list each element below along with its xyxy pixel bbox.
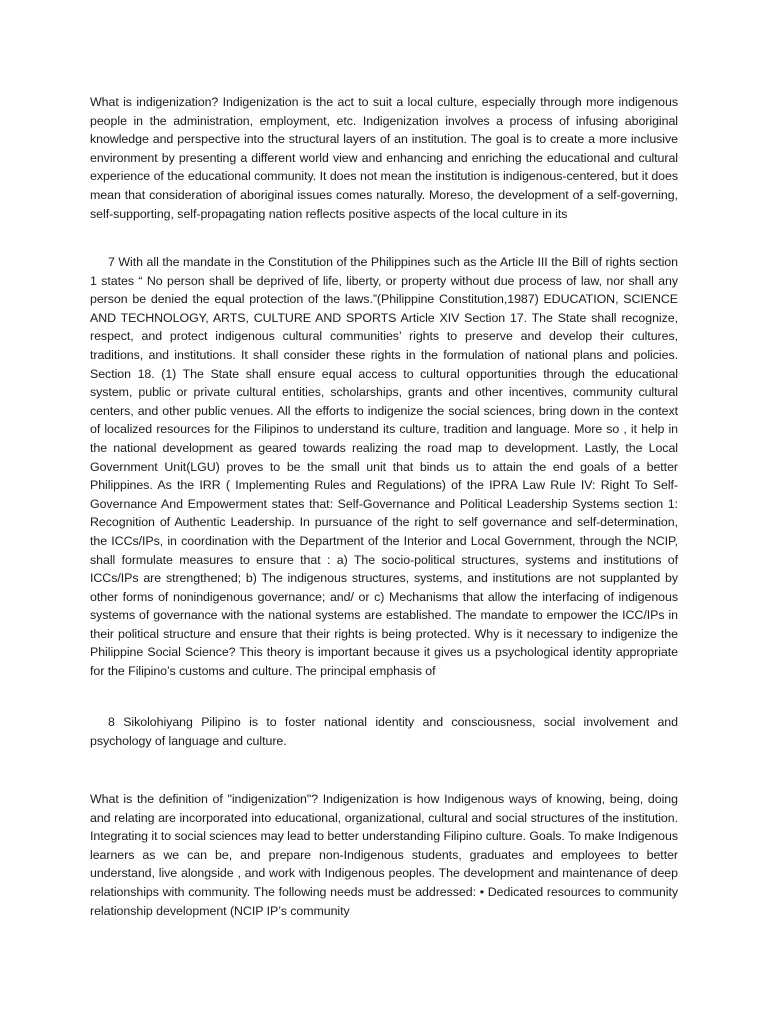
paragraph-indigenization-definition: What is the definition of "indigenization"? Indigenization is how Indigenous ways of knowing, being, doing and relating are incorporated into educational, organizational, cultural and social structures of the institution. Integrating it to social sciences may lead to better understanding Filipino culture. Goals. To make Indigenous learners as we can be, and prepare non-Indigenous students, graduates and employees to better understand, live alongside , and work with Indigenous peoples. The development and maintenance of deep relationships with community. The following needs must be addressed: • Dedicated resources to community relationship development (NCIP IP’s community bbox=[90, 792, 678, 918]
paragraph-indigenization-intro: What is indigenization? Indigenization is the act to suit a local culture, especially through more indigenous people in the administration, employment, etc. Indigenization involves a process of infusing aboriginal knowledge and perspective into the structural layers of an institution. The goal is to create a more inclusive environment by presenting a different world view and enhancing and enriching the educational and cultural experience of the educational community. It does not mean the institution is indigenous-centered, but it does mean that consideration of aboriginal issues comes naturally. Moreso, the development of a self-governing, self-supporting, self-propagating nation reflects positive aspects of the local culture in its bbox=[90, 95, 678, 221]
paragraph-sikolohiyang-pilipino: 8 Sikolohiyang Pilipino is to foster national identity and consciousness, social involvement and psychology of language and culture. bbox=[90, 715, 678, 748]
paragraph-constitution-mandate: 7 With all the mandate in the Constitution of the Philippines such as the Article III the Bill of rights section 1 states “ No person shall be deprived of life, liberty, or property without due process of law, nor shall any person be denied the equal protection of the laws.”(Philippine Constitution,1987) EDUCATION, SCIENCE AND TECHNOLOGY, ARTS, CULTURE AND SPORTS Article XIV Section 17. The State shall recognize, respect, and protect indigenous cultural communities’ rights to preserve and develop their cultures, traditions, and institutions. It shall consider these rights in the formulation of national plans and policies. Section 18. (1) The State shall ensure equal access to cultural opportunities through the educational system, public or private cultural entities, scholarships, grants and other incentives, community cultural centers, and other public venues. All the efforts to indigenize the social sciences, bring down in the context of localized resources for the Filipinos to understand its culture, tradition and language. More so , it help in the national development as geared towards realizing the road map to development. Lastly, the Local Government Unit(LGU) proves to be the small unit that binds us to attain the end goals of a better Philippines. As the IRR ( Implementing Rules and Regulations) of the IPRA Law Rule IV: Right To Self-Governance And Empowerment states that: Self-Governance and Political Leadership Systems section 1: Recognition of Authentic Leadership. In pursuance of the right to self governance and self-determination, the ICCs/IPs, in coordination with the Department of the Interior and Local Government, through the NCIP, shall formulate measures to ensure that : a) The socio-political structures, systems and institutions of ICCs/IPs are strengthened; b) The indigenous structures, systems, and institutions are not supplanted by other forms of nonindigenous governance; and/ or c) Mechanisms that allow the interfacing of indigenous systems of governance with the national systems are established. The mandate to empower the ICC/IPs in their political structure and ensure that their rights is being protected. Why is it necessary to indigenize the Philippine Social Science? This theory is important because it gives us a psychological identity appropriate for the Filipino’s customs and culture. The principal emphasis of bbox=[90, 255, 678, 679]
